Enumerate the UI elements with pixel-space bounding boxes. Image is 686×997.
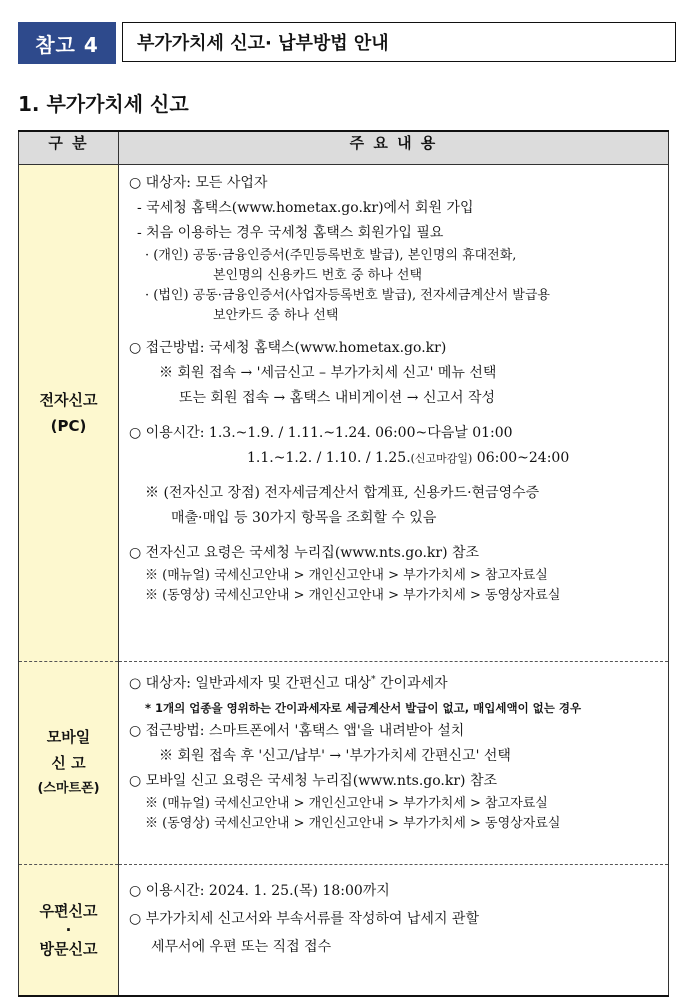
list-item: ○ 이용시간: 1.3.~1.9. / 1.11.~1.24. 06:00~다음날 01:00 [129,425,513,441]
list-item: ○ 부가가치세 신고서와 부속서류를 작성하여 납세지 관할 [129,911,479,927]
reference-tag: 참고 4 [18,22,116,64]
list-item: - 국세청 홈택스(www.hometax.go.kr)에서 회원 가입 [137,200,474,216]
list-item: ○ 접근방법: 스마트폰에서 '홈택스 앱'을 내려받아 설치 [129,722,465,739]
list-item: ○ 모바일 신고 요령은 국세청 누리집(www.nts.go.kr) 참조 [129,772,498,789]
list-item: 본인명의 신용카드 번호 중 하나 선택 [213,268,423,283]
list-item: 보안카드 중 하나 선택 [213,308,339,323]
column-header-category: 구 분 [19,131,119,165]
row-label-mail-visit: 우편신고 · 방문신고 [19,865,119,997]
list-item: · (개인) 공동·금융인증서(주민등록번호 발급), 본인명의 휴대전화, [145,248,517,263]
list-item: - 처음 이용하는 경우 국세청 홈택스 회원가입 필요 [137,225,444,241]
row-content-electronic [119,165,669,662]
row-content-mobile [119,662,669,865]
list-item: · (법인) 공동·금융인증서(사업자등록번호 발급), 전자세금계산서 발급용 [145,288,550,303]
list-item: ※ (전자신고 장점) 전자세금계산서 합계표, 신용카드·현금영수증 [145,485,540,501]
list-item: ※ 회원 접속 → '세금신고 – 부가가치세 신고' 메뉴 선택 [159,365,497,381]
list-item: ※ (매뉴얼) 국세신고안내 > 개인신고안내 > 부가가치세 > 참고자료실 [145,795,548,811]
list-item: 세무서에 우편 또는 직접 접수 [151,939,332,955]
list-item: 또는 회원 접속 → 홈택스 내비게이션 → 신고서 작성 [179,390,496,406]
list-item: ○ 전자신고 요령은 국세청 누리집(www.nts.go.kr) 참조 [129,545,480,561]
list-item: ※ (동영상) 국세신고안내 > 개인신고안내 > 부가가치세 > 동영상자료실 [145,815,561,831]
row-label-electronic: 전자신고 (PC) [19,165,119,662]
footnote: * 1개의 업종을 영위하는 간이과세자로 세금계산서 발급이 없고, 매입세액이 없는 경우 [145,700,582,715]
column-header-content: 주 요 내 용 [119,131,669,165]
list-item: ○ 이용시간: 2024. 1. 25.(목) 18:00까지 [129,883,390,899]
filing-methods-table [18,130,669,997]
table-row [19,165,669,662]
page-title: 부가가치세 신고· 납부방법 안내 [122,22,676,62]
list-item: ○ 접근방법: 국세청 홈택스(www.hometax.go.kr) [129,340,447,356]
list-item: 매출·매입 등 30가지 항목을 조회할 수 있음 [171,510,437,526]
list-item: 1.1.~1.2. / 1.10. / 1.25.(신고마감일) 06:00~24:00 [247,450,570,466]
row-label-mobile: 모바일 신 고 (스마트폰) [19,662,119,865]
table-row [19,865,669,997]
page-header [18,22,676,64]
list-item: ※ (동영상) 국세신고안내 > 개인신고안내 > 부가가치세 > 동영상자료실 [145,588,561,603]
list-item: ※ 회원 접속 후 '신고/납부' → '부가가치세 간편신고' 선택 [159,747,511,764]
row-content-mail-visit [119,865,669,997]
table-row [19,662,669,865]
list-item: ○ 대상자: 모든 사업자 [129,175,268,191]
section-title: 1. 부가가치세 신고 [18,92,189,116]
list-item: ※ (매뉴얼) 국세신고안내 > 개인신고안내 > 부가가치세 > 참고자료실 [145,568,548,583]
list-item: ○ 대상자: 일반과세자 및 간편신고 대상* 간이과세자 [129,675,448,692]
